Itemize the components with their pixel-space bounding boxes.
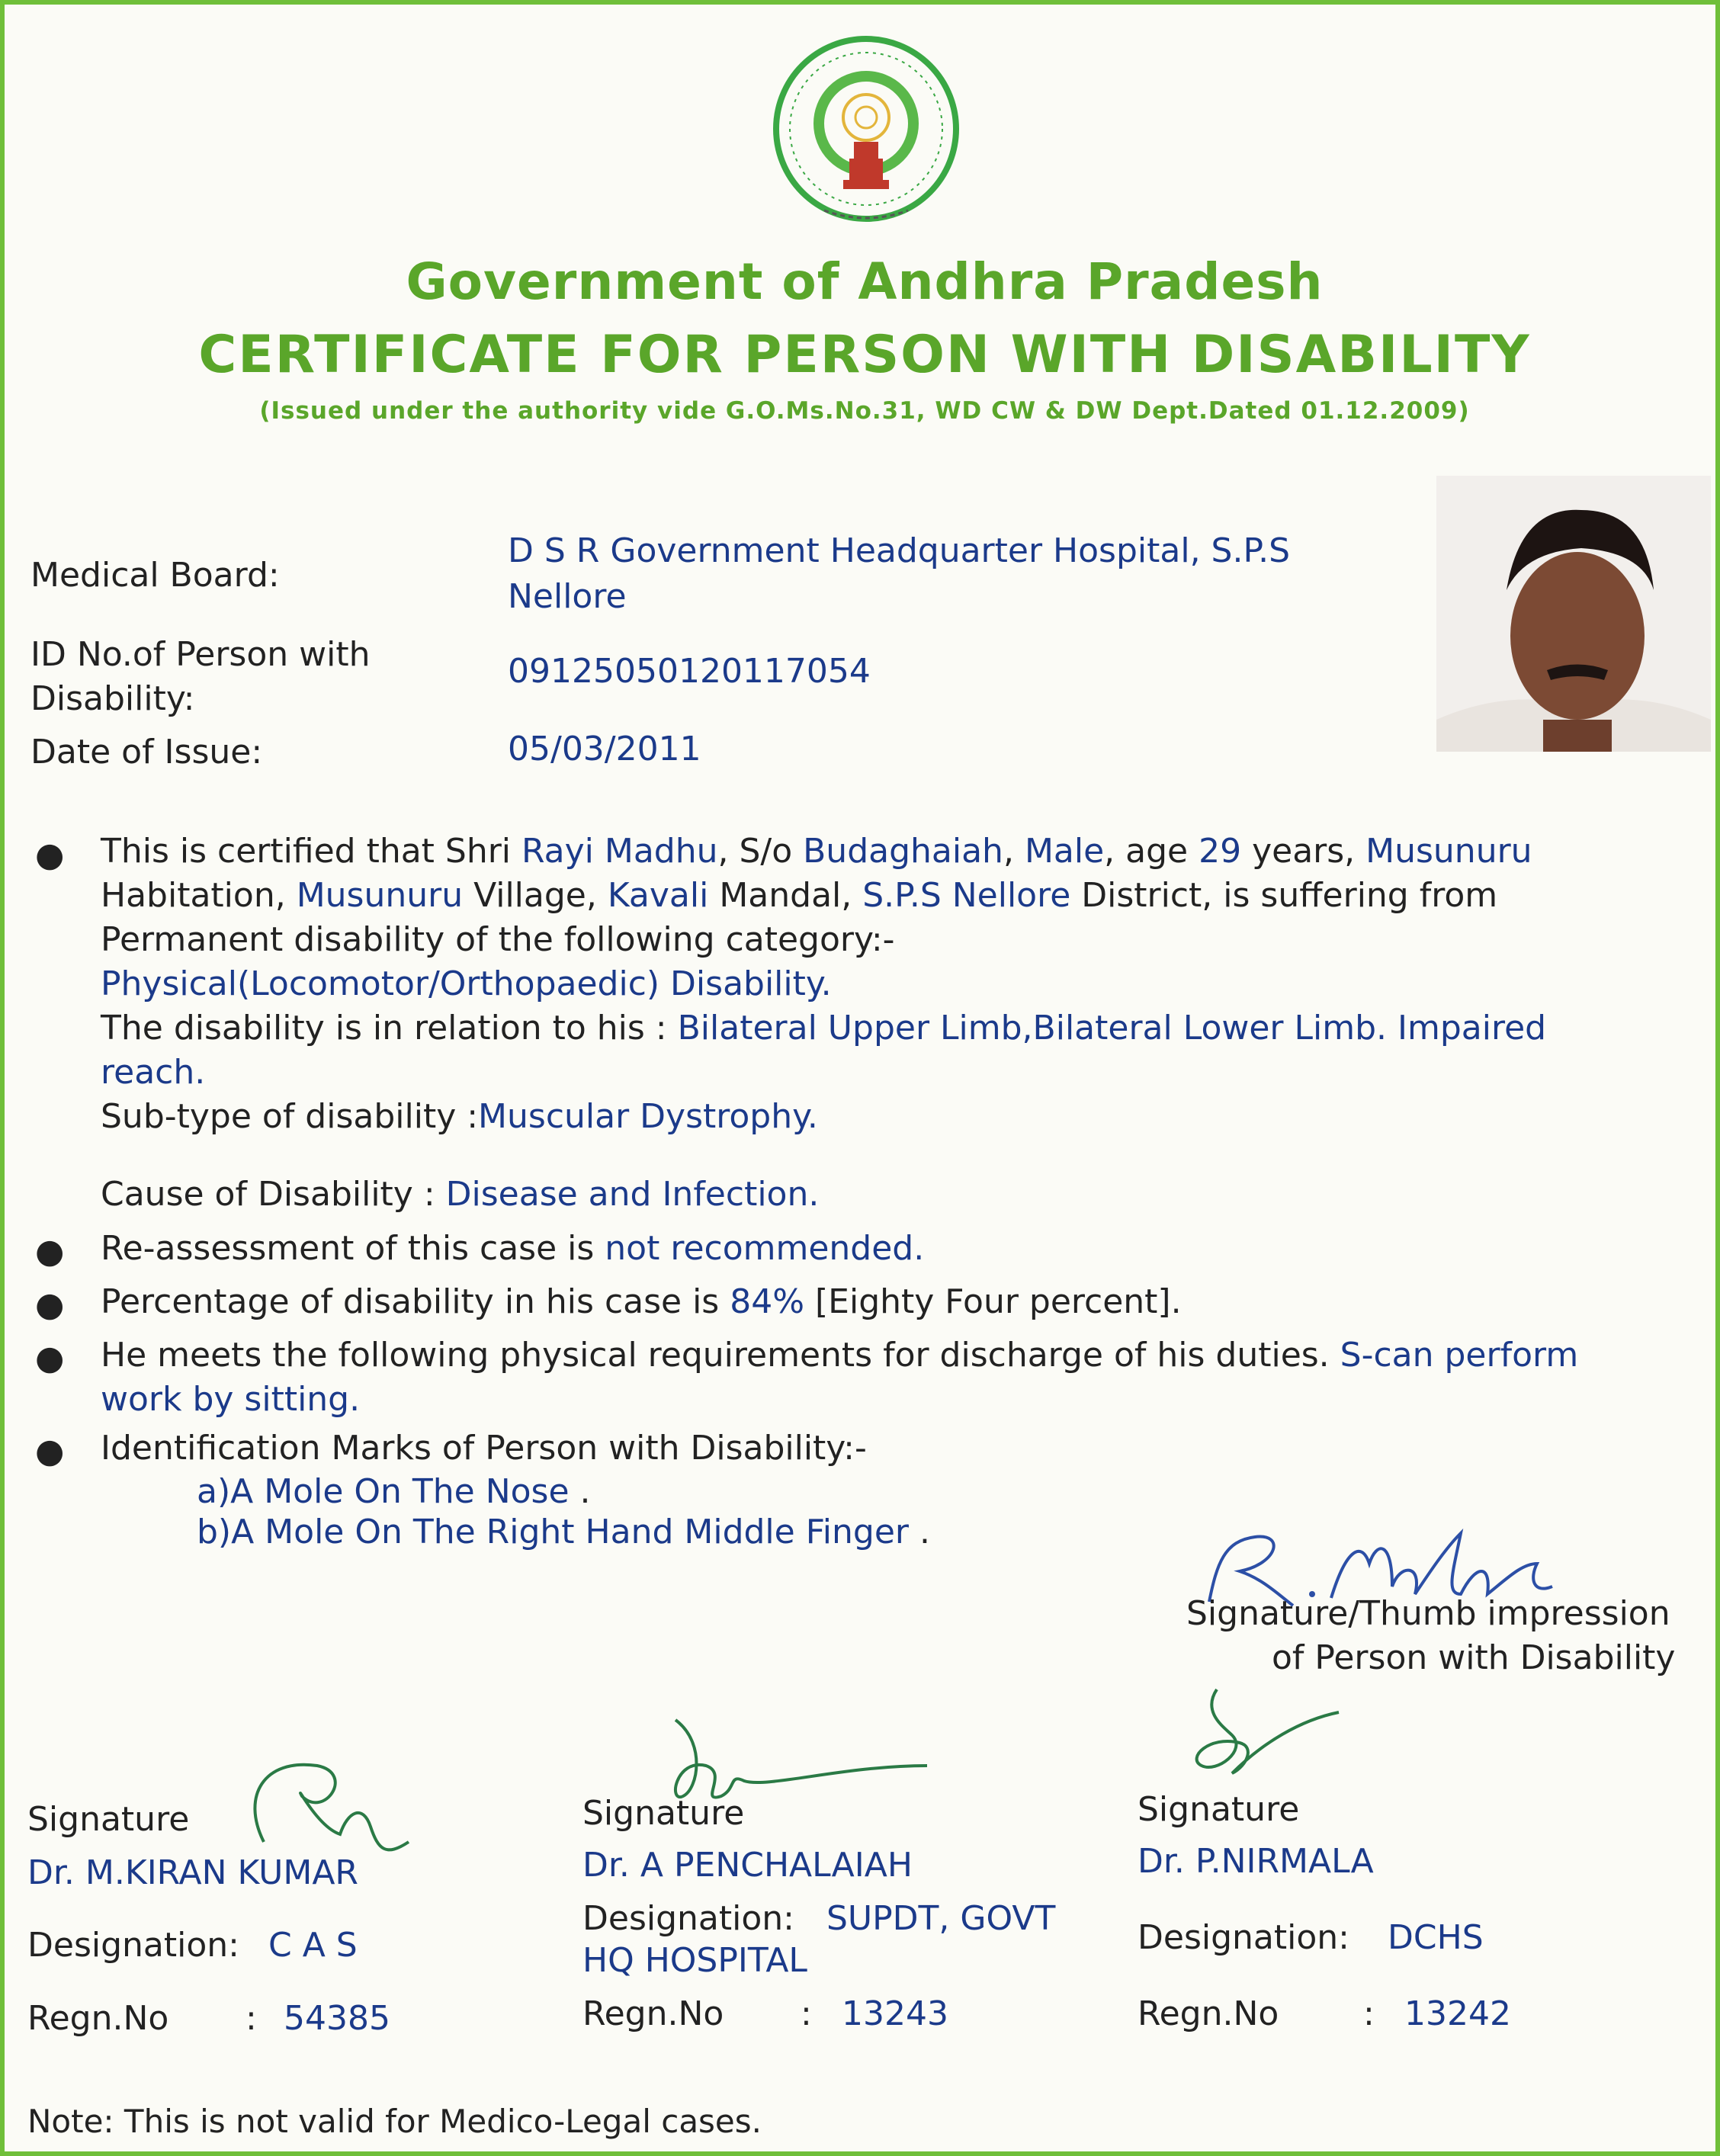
signatory-name-1: Dr. M.KIRAN KUMAR	[27, 1853, 358, 1892]
designation-label-2: Designation:	[582, 1899, 794, 1938]
relation-value: Bilateral Upper Limb,Bilateral Lower Limb. Impaired reach.	[101, 1009, 1547, 1092]
relation-label: The disability is in relation to his :	[101, 1009, 678, 1048]
medical-board-value-line1: D S R Government Headquarter Hospital, S.P.S	[508, 531, 1291, 570]
date-value: 05/03/2011	[508, 730, 701, 768]
id-label-line2: Disability:	[30, 679, 195, 718]
designation-value-2-line2: HQ HOSPITAL	[582, 1941, 807, 1980]
bullet-icon: ●	[35, 1432, 65, 1471]
cert-text: , S/o	[717, 832, 804, 871]
certification-paragraph	[101, 829, 1648, 1139]
person-name: Rayi Madhu	[521, 832, 718, 871]
regn-sep-1: :	[245, 1999, 257, 2038]
cause-label: Cause of Disability :	[101, 1175, 446, 1214]
subtype-line	[101, 1095, 1648, 1139]
mark-b-tail: .	[909, 1513, 930, 1551]
mandal: Kavali	[607, 876, 709, 915]
mark-a-text: a)A Mole On The Nose	[197, 1472, 570, 1511]
regn-value-3: 13242	[1404, 1994, 1511, 2033]
father-name: Budaghaiah	[803, 832, 1003, 871]
mark-a-tail: .	[569, 1472, 591, 1511]
signature-label-3: Signature	[1138, 1790, 1300, 1829]
requirements-value: S-can perform work by sitting.	[101, 1336, 1579, 1419]
regn-label-1: Regn.No	[27, 1999, 169, 2038]
reassessment-value: not recommended.	[605, 1229, 925, 1268]
id-value: 09125050120117054	[508, 652, 871, 691]
cert-text: This is certified that Shri	[101, 832, 522, 871]
percentage-value: 84%	[730, 1282, 805, 1321]
designation-value-2-line1: SUPDT, GOVT	[826, 1899, 1056, 1938]
medical-board-value-line2: Nellore	[508, 577, 627, 616]
disability-category: Physical(Locomotor/Orthopaedic) Disability.	[101, 964, 832, 1003]
identification-mark-a	[197, 1470, 1264, 1514]
certificate-title: CERTIFICATE FOR PERSON WITH DISABILITY	[198, 325, 1531, 385]
cause-value: Disease and Infection.	[445, 1175, 820, 1214]
reassessment-line	[101, 1227, 1648, 1271]
village: Musunuru	[296, 876, 464, 915]
cert-text: years,	[1241, 832, 1366, 871]
state-emblem-icon	[771, 34, 961, 233]
bullet-icon: ●	[35, 1232, 65, 1271]
designation-value-1: C A S	[268, 1926, 358, 1965]
medical-board-label: Medical Board:	[30, 556, 280, 595]
relation-line	[101, 1006, 1648, 1095]
validity-note: Note: This is not valid for Medico-Legal cases.	[27, 2103, 762, 2140]
person-signature-line1: Signature/Thumb impression	[1186, 1594, 1670, 1633]
regn-sep-2: :	[801, 1994, 812, 2033]
regn-label-3: Regn.No	[1138, 1994, 1279, 2033]
person-photo-icon	[1436, 476, 1711, 752]
signatory-name-3: Dr. P.NIRMALA	[1138, 1842, 1374, 1881]
signatory-name-2: Dr. A PENCHALAIAH	[582, 1846, 913, 1885]
cert-text: Village,	[463, 876, 608, 915]
bullet-icon: ●	[35, 836, 65, 874]
government-title: Government of Andhra Pradesh	[406, 252, 1324, 311]
signature-nirmala-icon	[1171, 1682, 1346, 1781]
regn-value-1: 54385	[284, 1999, 390, 2038]
category-intro: Permanent disability of the following category:-	[101, 920, 895, 959]
cert-text: Habitation,	[101, 876, 297, 915]
district: S.P.S Nellore	[862, 876, 1071, 915]
age: 29	[1199, 832, 1242, 871]
identification-label: Identification Marks of Person with Disability:-	[101, 1429, 867, 1468]
signature-label-1: Signature	[27, 1800, 190, 1839]
mark-b-text: b)A Mole On The Right Hand Middle Finger	[197, 1513, 910, 1551]
bullet-icon: ●	[35, 1339, 65, 1378]
cert-text: ,	[1003, 832, 1025, 871]
requirements-line	[101, 1333, 1648, 1422]
percentage-text: Percentage of disability in his case is	[101, 1282, 730, 1321]
requirements-text: He meets the following physical requirements for discharge of his duties.	[101, 1336, 1340, 1375]
percentage-suffix: [Eighty Four percent].	[804, 1282, 1182, 1321]
designation-value-3: DCHS	[1388, 1918, 1484, 1957]
subtype-label: Sub-type of disability :	[101, 1097, 479, 1136]
reassessment-text: Re-assessment of this case is	[101, 1229, 605, 1268]
percentage-line	[101, 1280, 1648, 1324]
cert-text: District, is suffering from	[1070, 876, 1498, 915]
cert-text: Mandal,	[708, 876, 863, 915]
person-signature-line2: of Person with Disability	[1272, 1638, 1676, 1677]
regn-sep-3: :	[1363, 1994, 1375, 2033]
id-label-line1: ID No.of Person with	[30, 635, 371, 674]
habitation: Musunuru	[1365, 832, 1532, 871]
signature-label-2: Signature	[582, 1794, 745, 1833]
regn-value-2: 13243	[842, 1994, 948, 2033]
regn-label-2: Regn.No	[582, 1994, 724, 2033]
date-label: Date of Issue:	[30, 733, 263, 772]
cause-line	[101, 1173, 1648, 1217]
designation-label-1: Designation:	[27, 1926, 239, 1965]
authority-line: (Issued under the authority vide G.O.Ms.No.31, WD CW & DW Dept.Dated 01.12.2009)	[259, 397, 1470, 425]
bullet-icon: ●	[35, 1285, 65, 1324]
cert-text: , age	[1104, 832, 1199, 871]
gender: Male	[1024, 832, 1105, 871]
designation-label-3: Designation:	[1138, 1918, 1349, 1957]
subtype-value: Muscular Dystrophy.	[478, 1097, 818, 1136]
identification-mark-b	[197, 1510, 1264, 1554]
certification-sentence	[101, 829, 1648, 918]
